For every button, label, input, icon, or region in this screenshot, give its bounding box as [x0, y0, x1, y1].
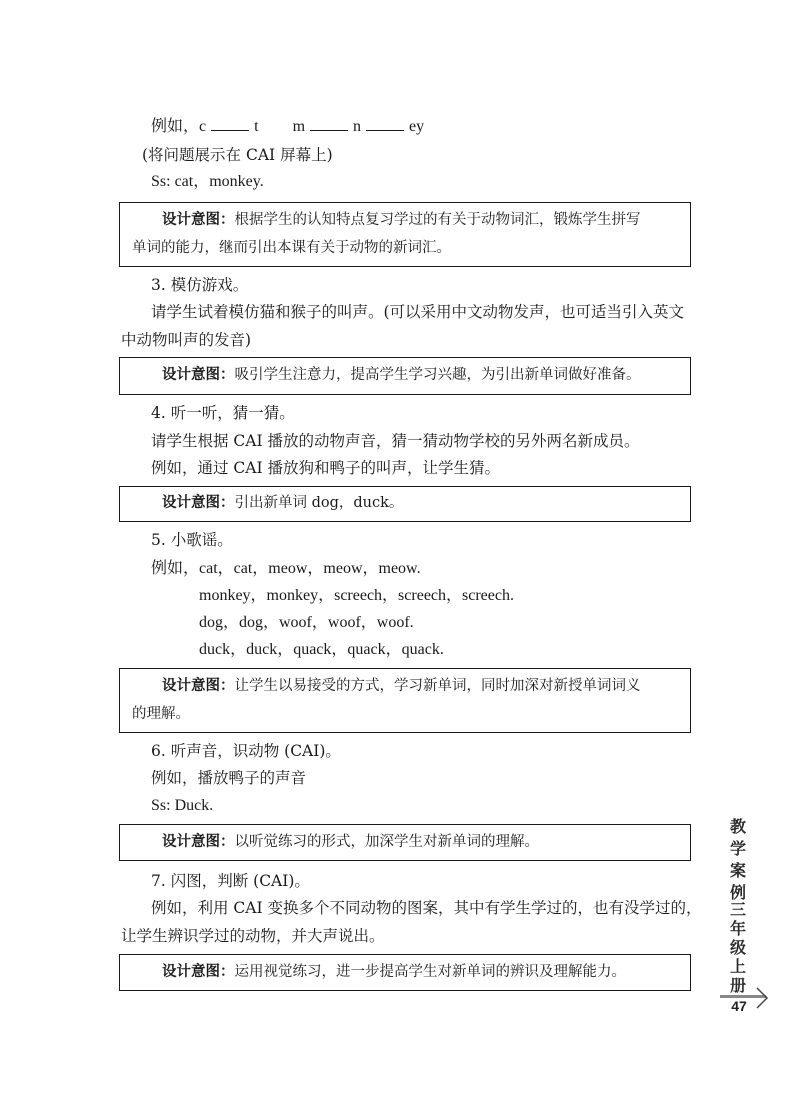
word1-blank — [211, 118, 249, 131]
word1-start: c — [199, 118, 207, 135]
para-3-line-2: 中动物叫声的发音) — [121, 331, 252, 349]
para-6-line-1: 例如，播放鸭子的声音 — [151, 769, 307, 787]
sidebar-char: 教 — [729, 817, 746, 836]
design-intent-box-2: 设计意图：吸引学生注意力，提高学生学习兴趣，为引出新单词做好准备。 — [119, 357, 691, 395]
intent-text-4a: 让学生以易接受的方式，学习新单词，同时加深对新授单词词义 — [234, 678, 641, 694]
sidebar-char: 案 — [729, 861, 746, 880]
sidebar-char: 三 — [729, 900, 746, 919]
intent-text-6: 运用视觉练习，进一步提高学生对新单词的辨识及理解能力。 — [234, 964, 626, 980]
sidebar-char: 学 — [729, 839, 746, 858]
song-line-1: 例如，cat，cat，meow，meow，meow. — [151, 560, 421, 577]
heading-4: 4. 听一听，猜一猜。 — [151, 404, 295, 422]
word2-blank-2 — [366, 118, 404, 131]
sidebar-char: 年 — [729, 919, 746, 938]
intent-text-5: 以听觉练习的形式，加深学生对新单词的理解。 — [234, 834, 539, 850]
intent-text-4b: 的理解。 — [132, 706, 190, 722]
intent-label: 设计意图 — [162, 964, 220, 980]
sidebar-char: 册 — [729, 976, 746, 995]
para-7-line-1: 例如，利用 CAI 变换多个不同动物的图案，其中有学生学过的，也有没学过的， — [151, 899, 702, 917]
spelling-exercise-line — [151, 117, 424, 137]
word1-end: t — [254, 118, 259, 135]
spelling-prefix: 例如， — [151, 118, 200, 135]
song-line-2: monkey，monkey，screech，screech，screech. — [199, 587, 514, 604]
intent-label: 设计意图 — [162, 678, 220, 694]
intent-text-2: 吸引学生注意力，提高学生学习兴趣，为引出新单词做好准备。 — [234, 367, 641, 383]
intent-label: 设计意图 — [162, 495, 220, 511]
para-4-line-1: 请学生根据 CAI 播放的动物声音，猜一猜动物学校的另外两名新成员。 — [151, 432, 640, 450]
word2-blank-1 — [310, 118, 348, 131]
heading-6: 6. 听声音，识动物 (CAI)。 — [151, 742, 341, 760]
song-line-3: dog，dog，woof，woof，woof. — [199, 614, 414, 631]
para-4-line-2: 例如，通过 CAI 播放狗和鸭子的叫声，让学生猜。 — [151, 459, 501, 477]
design-intent-box-5: 设计意图：以听觉练习的形式，加深学生对新单词的理解。 — [119, 824, 691, 861]
intent-text-1b: 单词的能力，继而引出本课有关于动物的新词汇。 — [132, 240, 451, 256]
heading-5: 5. 小歌谣。 — [151, 531, 233, 549]
song-line-4: duck，duck，quack，quack，quack. — [199, 641, 444, 658]
design-intent-box-4: 设计意图：让学生以易接受的方式，学习新单词，同时加深对新授单词词义 的理解。 — [119, 668, 691, 733]
para-3-line-1: 请学生试着模仿猫和猴子的叫声。(可以采用中文动物发声，也可适当引入英文 — [151, 303, 685, 321]
page-number: 47 — [731, 998, 747, 1014]
design-intent-box-3: 设计意图：引出新单词 dog，duck。 — [119, 486, 691, 522]
intent-label: 设计意图 — [162, 212, 220, 228]
intent-label: 设计意图 — [162, 834, 220, 850]
intent-text-1a: 根据学生的认知特点复习学过的有关于动物词汇，锻炼学生拼写 — [234, 212, 641, 228]
design-intent-box-6: 设计意图：运用视觉练习，进一步提高学生对新单词的辨识及理解能力。 — [119, 954, 691, 991]
students-answer-1: Ss: cat，monkey. — [151, 173, 264, 190]
sidebar-char: 例 — [729, 883, 746, 902]
sidebar-char: 上 — [729, 957, 746, 976]
sidebar-char: 级 — [729, 938, 746, 957]
intent-label: 设计意图 — [162, 367, 220, 383]
para-7-line-2: 让学生辨识学过的动物，并大声说出。 — [121, 927, 385, 945]
heading-3: 3. 模仿游戏。 — [151, 276, 249, 294]
students-answer-2: Ss: Duck. — [151, 797, 214, 814]
word2-mid: n — [353, 118, 362, 135]
intent-text-3: 引出新单词 dog，duck。 — [234, 495, 404, 511]
cai-display-note: (将问题展示在 CAI 屏幕上) — [142, 146, 333, 164]
word2-start: m — [292, 118, 306, 135]
word2-end: ey — [409, 118, 425, 135]
heading-7: 7. 闪图，判断 (CAI)。 — [151, 872, 310, 890]
design-intent-box-1: 设计意图：根据学生的认知特点复习学过的有关于动物词汇，锻炼学生拼写 单词的能力，继而引出本课有关于动物的新词汇。 — [119, 202, 691, 267]
